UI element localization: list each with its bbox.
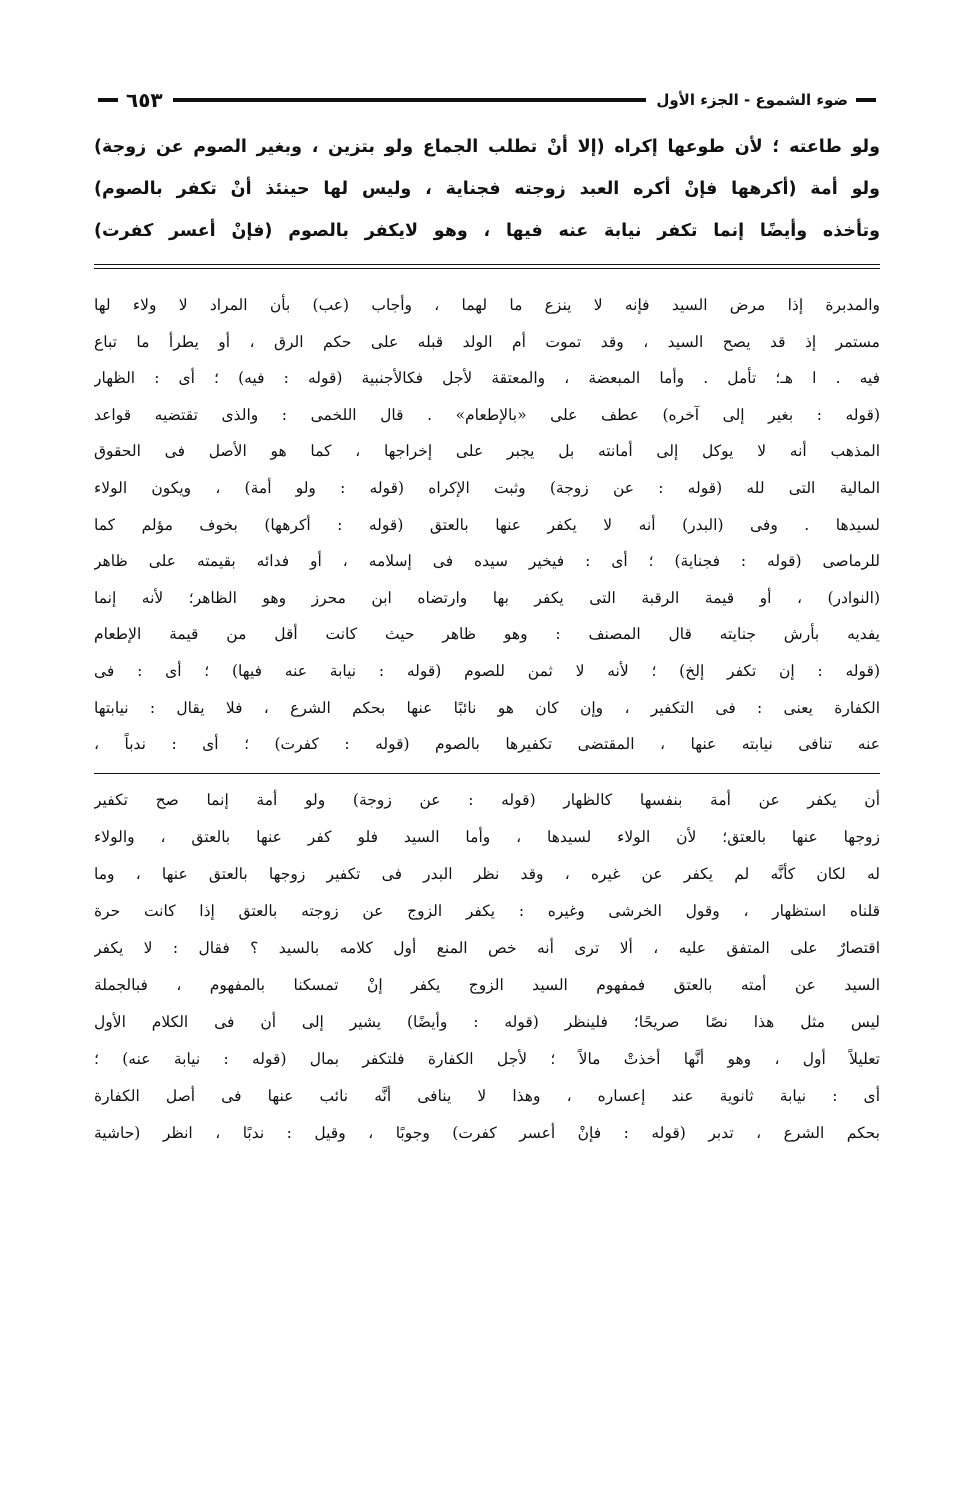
commentary-separator bbox=[94, 773, 880, 774]
commentary-line: للرماصى (قوله : فجناية) ؛ أى : فيخير سيده فى إسلامه ، أو فدائه بقيمته على ظاهر bbox=[94, 552, 880, 571]
commentary-line: والمدبرة إذا مرض السيد فإنه لا ينزع ما لهما ، وأجاب (عب) بأن المراد لا ولاء لها bbox=[94, 296, 880, 314]
main-text-separator bbox=[94, 264, 880, 269]
main-text-line: وتأخذه وأيضًا إنما تكفر نيابة عنه فيها ، وهو لايكفر بالصوم (فإنْ أعسر كفرت) bbox=[94, 221, 880, 241]
commentary-line: (قوله : إن تكفر إلخ) ؛ لأنه لا ثمن للصوم (قوله : نيابة عنه فيها) ؛ أى : فى bbox=[94, 661, 880, 680]
marginal-note-line: أى : نيابة ثانوية عند إعساره ، وهذا لا ينافى أنَّه نائب عنها فى أصل الكفارة bbox=[94, 1086, 880, 1105]
page-number: ٦٥٣ bbox=[126, 88, 163, 112]
header-dash-left bbox=[98, 98, 118, 102]
document-page bbox=[94, 80, 880, 1152]
running-header bbox=[94, 80, 880, 120]
marginal-notes-block bbox=[94, 782, 880, 1152]
marginal-note-line: قلناه استظهار ، وقول الخرشى وغيره : يكفر الزوج عن زوجته بالعتق إذا كانت حرة bbox=[94, 901, 880, 920]
commentary-line: لسيدها . وفى (البدر) أنه لا يكفر عنها بالعتق (قوله : أكرهها) بخوف مؤلم كما bbox=[94, 515, 880, 534]
commentary-line: الكفارة يعنى : فى التكفير ، وإن كان هو نائبًا عنها بحكم الشرع ، فلا يقال : نيابتها bbox=[94, 698, 880, 717]
main-text-line: ولو طاعته ؛ لأن طوعها إكراه (إلا أنْ تطلب الجماع ولو بتزين ، وبغير الصوم عن زوجة) bbox=[94, 137, 880, 157]
main-text-block bbox=[94, 126, 880, 252]
marginal-note-line: السيد عن أمته بالعتق فمفهوم السيد الزوج يكفر إنْ تمسكنا بالمفهوم ، فبالجملة bbox=[94, 975, 880, 994]
marginal-note-line: له لكان كأنَّه لم يكفر عن غيره ، وقد نظر البدر فى تكفير زوجها بالعتق عنها ، وما bbox=[94, 864, 880, 883]
marginal-note-line: تعليلاً أول ، وهو أنَّها أخذتْ مالاً ؛ لأجل الكفارة فلتكفر بمال (قوله : نيابة عنه) ؛ bbox=[94, 1049, 880, 1068]
main-text-line: ولو أمة (أكرهها فإنْ أكره العبد زوجته فجناية ، وليس لها حينئذ أنْ تكفر بالصوم) bbox=[94, 179, 880, 199]
book-title: ضوء الشموع - الجزء الأول bbox=[656, 91, 848, 109]
commentary-line: (النوادر) ، أو قيمة الرقبة التى يكفر بها وارتضاه ابن محرز وهو الظاهر؛ لأنه إنما bbox=[94, 588, 880, 607]
commentary-line: فيه . ا هـ؛ تأمل . وأما المبعضة ، والمعتقة لأجل فكالأجنبية (قوله : فيه) ؛ أى : الظهار bbox=[94, 369, 880, 388]
commentary-line: عنه تنافى نيابته عنها ، المقتضى تكفيرها بالصوم (قوله : كفرت) ؛ أى : ندباً ، bbox=[94, 735, 880, 754]
marginal-note-line: زوجها عنها بالعتق؛ لأن الولاء لسيدها ، وأما السيد فلو كفر عنها بالعتق ، والولاء bbox=[94, 827, 880, 846]
commentary-line: مستمر إذ قد يصح السيد ، وقد تموت أم الولد قبله على حكم الرق ، أو يطرأ ما تباع bbox=[94, 332, 880, 351]
commentary-line: المالية التى لله (قوله : عن زوجة) وثبت الإكراه (قوله : ولو أمة) ، ويكون الولاء bbox=[94, 478, 880, 497]
marginal-note-line: بحكم الشرع ، تدبر (قوله : فإنْ أعسر كفرت) وجوبًا ، وقيل : ندبًا ، انظر (حاشية bbox=[94, 1123, 880, 1142]
marginal-note-line: ليس مثل هذا نصًا صريحًا؛ فلينظر (قوله : وأيضًا) يشير إلى أن فى الكلام الأول bbox=[94, 1012, 880, 1031]
commentary-line: المذهب أنه لا يوكل إلى أمانته بل يجبر على إخراجها ، كما هو الأصل فى الحقوق bbox=[94, 442, 880, 461]
header-rule bbox=[173, 98, 647, 102]
commentary-line: يفديه بأرش جنايته قال المصنف : وهو ظاهر حيث كانت أقل من قيمة الإطعام bbox=[94, 625, 880, 644]
commentary-line: (قوله : بغير إلى آخره) عطف على «بالإطعام» . قال اللخمى : والذى تقتضيه قواعد bbox=[94, 405, 880, 424]
marginal-note-line: أن يكفر عن أمة بنفسها كالظهار (قوله : عن زوجة) ولو أمة إنما صح تكفير bbox=[94, 790, 880, 809]
commentary-block bbox=[94, 287, 880, 763]
header-dash-right bbox=[856, 98, 876, 102]
marginal-note-line: اقتصارٌ على المتفق عليه ، ألا ترى أنه خص المنع أول كلامه بالسيد ؟ فقال : لا يكفر bbox=[94, 938, 880, 957]
